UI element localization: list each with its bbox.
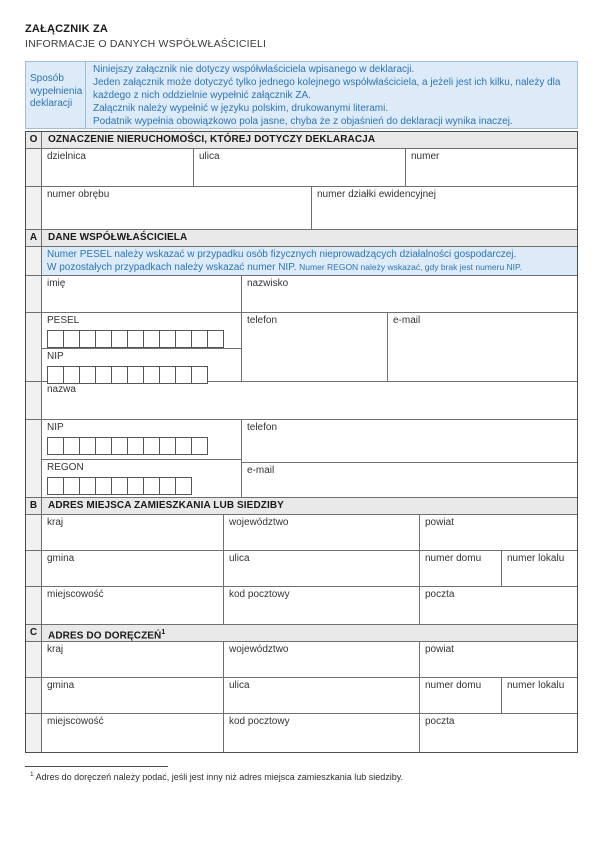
- digit-box[interactable]: [207, 330, 224, 348]
- row-label-spacer: [26, 149, 41, 186]
- field-email-person-label: e-mail: [393, 315, 421, 326]
- field-c-wojewodztwo-label: województwo: [229, 644, 289, 655]
- field-b-poczta[interactable]: [419, 587, 577, 624]
- digit-box[interactable]: [159, 437, 176, 455]
- digit-box[interactable]: [175, 330, 192, 348]
- section-a-header: [26, 230, 577, 247]
- instructions-text: [86, 62, 577, 128]
- field-b-miejscowosc[interactable]: [41, 587, 223, 624]
- section-a-note-line2-normal: W pozostałych przypadkach należy wskazać numer NIP.: [47, 262, 297, 273]
- field-ulica-o-label: ulica: [199, 151, 220, 162]
- field-c-numer-lokalu-label: numer lokalu: [507, 680, 565, 691]
- field-imie[interactable]: [41, 276, 241, 312]
- field-c-numer-domu[interactable]: [419, 678, 501, 713]
- instructions-line: Jeden załącznik może dotyczyć tylko jednego kolejnego współwłaściciela, a jeżeli jest ich kilku, należy dla każdego z nich oddzielnie wypełnić załącznik ZA.: [93, 76, 561, 101]
- section-c-title: [41, 625, 577, 641]
- row-label-spacer: [26, 187, 41, 229]
- field-b-numer-domu-label: numer domu: [425, 553, 482, 564]
- section-c-row-3: [26, 714, 577, 752]
- field-regon[interactable]: [42, 459, 241, 497]
- digit-box[interactable]: [111, 477, 128, 495]
- digit-box[interactable]: [159, 330, 176, 348]
- field-nazwisko-label: nazwisko: [247, 278, 289, 289]
- field-b-numer-domu[interactable]: [419, 551, 501, 586]
- row-label-spacer: [26, 714, 41, 752]
- section-c-letter: C: [26, 625, 41, 641]
- digit-box[interactable]: [127, 477, 144, 495]
- section-c-row-2: [26, 678, 577, 714]
- field-b-kraj[interactable]: [41, 515, 223, 550]
- nip-company-digit-boxes[interactable]: [47, 437, 241, 455]
- section-a-note-line1: Numer PESEL należy wskazać w przypadku osób fizycznych nieprowadzących działalności gospodarczej.: [47, 249, 517, 260]
- digit-box[interactable]: [47, 437, 64, 455]
- digit-box[interactable]: [127, 330, 144, 348]
- field-numer-dzialki-label: numer działki ewidencyjnej: [317, 189, 436, 200]
- field-c-poczta-label: poczta: [425, 716, 455, 727]
- footnote-text: Adres do doręczeń należy podać, jeśli jest inny niż adres miejsca zamieszkania lub siedziby.: [35, 772, 404, 782]
- digit-box[interactable]: [79, 330, 96, 348]
- form-title: ZAŁĄCZNIK ZA: [25, 23, 109, 35]
- instructions-line: Niniejszy załącznik nie dotyczy współwłaściciela wpisanego w deklaracji.: [93, 64, 415, 75]
- row-label-spacer: [26, 551, 41, 586]
- field-c-wojewodztwo[interactable]: [223, 642, 419, 677]
- digit-box[interactable]: [63, 477, 80, 495]
- field-c-powiat[interactable]: [419, 642, 577, 677]
- field-telefon-company-label: telefon: [247, 422, 278, 433]
- section-o-header: [26, 132, 577, 149]
- field-nip-person[interactable]: [42, 348, 241, 384]
- field-b-kod-pocztowy[interactable]: [223, 587, 419, 624]
- field-b-wojewodztwo[interactable]: [223, 515, 419, 550]
- field-b-powiat-label: powiat: [425, 517, 454, 528]
- company-id-stack: [41, 420, 241, 497]
- field-dzielnica[interactable]: [41, 149, 193, 186]
- digit-box[interactable]: [79, 437, 96, 455]
- field-b-ulica[interactable]: [223, 551, 419, 586]
- field-b-poczta-label: poczta: [425, 589, 455, 600]
- field-c-gmina-label: gmina: [47, 680, 75, 691]
- field-numer-obrebu-label: numer obrębu: [47, 189, 110, 200]
- section-o-letter: O: [26, 132, 41, 148]
- section-b-header: [26, 498, 577, 515]
- section-c-title-footnote-ref: 1: [161, 629, 166, 636]
- field-email-person[interactable]: [387, 313, 577, 381]
- field-c-numer-domu-label: numer domu: [425, 680, 482, 691]
- digit-box[interactable]: [95, 437, 112, 455]
- row-label-spacer: [26, 420, 41, 497]
- section-a-person-ids-row: [26, 313, 577, 382]
- field-nip-person-label: NIP: [47, 351, 64, 362]
- section-a-company-ids-row: [26, 420, 577, 498]
- field-c-ulica[interactable]: [223, 678, 419, 713]
- field-email-company-label: e-mail: [247, 465, 275, 476]
- row-label-spacer: [26, 587, 41, 624]
- field-nazwisko[interactable]: [241, 276, 577, 312]
- company-contact-stack: [241, 420, 577, 497]
- instructions-line: Załącznik należy wypełnić w języku polskim, drukowanymi literami.: [93, 102, 389, 114]
- field-ulica-o[interactable]: [193, 149, 405, 186]
- field-dzielnica-label: dzielnica: [47, 151, 86, 162]
- field-b-powiat[interactable]: [419, 515, 577, 550]
- digit-box[interactable]: [47, 330, 64, 348]
- section-a-note: [41, 247, 577, 275]
- section-c-header: [26, 625, 577, 642]
- footnote-marker: 1: [30, 771, 34, 778]
- field-c-kod-pocztowy-label: kod pocztowy: [229, 716, 290, 727]
- field-telefon-person[interactable]: [241, 313, 387, 381]
- digit-box[interactable]: [143, 477, 160, 495]
- digit-box[interactable]: [191, 330, 208, 348]
- section-a-title: DANE WSPÓŁWŁAŚCICIELA: [41, 230, 577, 246]
- section-a-note-line2: [47, 261, 571, 274]
- section-a-note-row: [26, 247, 577, 276]
- field-nazwa-label: nazwa: [47, 384, 76, 395]
- row-label-spacer: [26, 515, 41, 550]
- field-c-kraj-label: kraj: [47, 644, 64, 655]
- field-nazwa[interactable]: [41, 382, 577, 419]
- field-b-numer-lokalu-label: numer lokalu: [507, 553, 565, 564]
- field-c-gmina[interactable]: [41, 678, 223, 713]
- digit-box[interactable]: [63, 437, 80, 455]
- section-b-row-3: [26, 587, 577, 625]
- footnote-divider: [25, 766, 168, 767]
- field-numer-dzialki[interactable]: [311, 187, 577, 229]
- section-a-note-line2-small: Numer REGON należy wskazać, gdy brak jest numeru NIP.: [299, 262, 522, 272]
- field-regon-label: REGON: [47, 462, 84, 473]
- section-b-row-1: [26, 515, 577, 551]
- person-id-stack: [41, 313, 241, 381]
- field-c-ulica-label: ulica: [229, 680, 250, 691]
- field-b-miejscowosc-label: miejscowość: [47, 589, 104, 600]
- section-a-name-row: [26, 276, 577, 313]
- field-numer-label: numer: [411, 151, 440, 162]
- form-subtitle: INFORMACJE O DANYCH WSPÓŁWŁAŚCICIELI: [25, 38, 267, 50]
- digit-box[interactable]: [159, 477, 176, 495]
- field-b-numer-lokalu[interactable]: [501, 551, 577, 586]
- section-o-row-1: [26, 149, 577, 187]
- row-label-spacer: [26, 276, 41, 312]
- digit-box[interactable]: [63, 330, 80, 348]
- field-b-ulica-label: ulica: [229, 553, 250, 564]
- field-numer-obrebu[interactable]: [41, 187, 311, 229]
- row-label-spacer: [26, 247, 41, 275]
- row-label-spacer: [26, 382, 41, 419]
- digit-box[interactable]: [175, 437, 192, 455]
- row-label-spacer: [26, 313, 41, 381]
- digit-box[interactable]: [95, 330, 112, 348]
- field-b-gmina-label: gmina: [47, 553, 75, 564]
- section-b-letter: B: [26, 498, 41, 514]
- field-nip-company-label: NIP: [47, 422, 64, 433]
- section-a-letter: A: [26, 230, 41, 246]
- section-o-row-2: [26, 187, 577, 230]
- field-b-kod-pocztowy-label: kod pocztowy: [229, 589, 290, 600]
- row-label-spacer: [26, 642, 41, 677]
- section-b-row-2: [26, 551, 577, 587]
- section-c-row-1: [26, 642, 577, 678]
- field-pesel[interactable]: [42, 313, 241, 348]
- field-telefon-company[interactable]: [242, 420, 577, 462]
- field-c-kraj[interactable]: [41, 642, 223, 677]
- section-a-nazwa-row: [26, 382, 577, 420]
- pesel-digit-boxes[interactable]: [47, 330, 241, 348]
- section-c-title-text: ADRES DO DORĘCZEŃ: [48, 630, 162, 642]
- field-b-gmina[interactable]: [41, 551, 223, 586]
- section-b-title: ADRES MIEJSCA ZAMIESZKANIA LUB SIEDZIBY: [41, 498, 577, 514]
- field-numer[interactable]: [405, 149, 577, 186]
- field-b-wojewodztwo-label: województwo: [229, 517, 289, 528]
- digit-box[interactable]: [111, 330, 128, 348]
- instructions-label: Sposób wypełnienia deklaracji: [26, 62, 86, 128]
- instructions-box: [25, 61, 578, 129]
- field-imie-label: imię: [47, 278, 66, 289]
- field-b-kraj-label: kraj: [47, 517, 64, 528]
- row-label-spacer: [26, 678, 41, 713]
- section-o-title: OZNACZENIE NIERUCHOMOŚCI, KTÓREJ DOTYCZY DEKLARACJA: [41, 132, 577, 148]
- digit-box[interactable]: [111, 437, 128, 455]
- field-email-company[interactable]: [242, 462, 577, 497]
- digit-box[interactable]: [191, 437, 208, 455]
- digit-box[interactable]: [143, 330, 160, 348]
- field-c-miejscowosc-label: miejscowość: [47, 716, 104, 727]
- field-c-powiat-label: powiat: [425, 644, 454, 655]
- form-table: [25, 131, 578, 753]
- digit-box[interactable]: [79, 477, 96, 495]
- digit-box[interactable]: [143, 437, 160, 455]
- footnote: [30, 771, 403, 782]
- digit-box[interactable]: [47, 477, 64, 495]
- field-telefon-person-label: telefon: [247, 315, 278, 326]
- field-c-numer-lokalu[interactable]: [501, 678, 577, 713]
- regon-digit-boxes[interactable]: [47, 477, 241, 495]
- field-nip-company[interactable]: [42, 420, 241, 459]
- instructions-line: Podatnik wypełnia obowiązkowo pola jasne, chyba że z objaśnień do deklaracji wynika inaczej.: [93, 115, 513, 127]
- field-pesel-label: PESEL: [47, 315, 80, 326]
- field-c-kod-pocztowy[interactable]: [223, 714, 419, 752]
- digit-box[interactable]: [175, 477, 192, 495]
- digit-box[interactable]: [95, 477, 112, 495]
- field-c-miejscowosc[interactable]: [41, 714, 223, 752]
- digit-box[interactable]: [127, 437, 144, 455]
- field-c-poczta[interactable]: [419, 714, 577, 752]
